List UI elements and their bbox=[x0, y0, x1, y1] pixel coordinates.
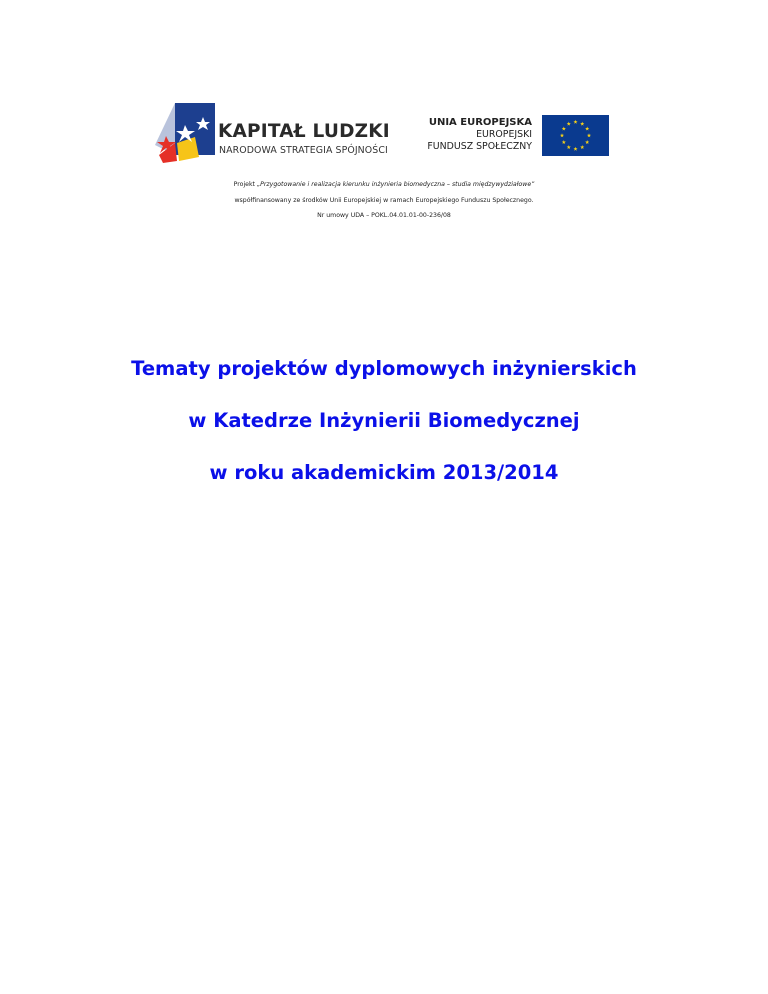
title-line-2: w Katedrze Inżynierii Biomedycznej bbox=[188, 409, 580, 432]
project-line-2: współfinansowany ze środków Unii Europejskiej w ramach Europejskiego Funduszu Społecznego. bbox=[234, 196, 534, 204]
project-info bbox=[0, 177, 768, 224]
eu-flag-icon bbox=[542, 115, 609, 156]
document-title bbox=[0, 343, 768, 499]
kapital-ludzki-logo-icon bbox=[155, 103, 225, 165]
eu-fund-label bbox=[427, 116, 532, 153]
project-line-1-prefix: Projekt bbox=[233, 181, 257, 188]
project-line-1 bbox=[0, 177, 768, 193]
eu-line-2: EUROPEJSKI bbox=[476, 129, 532, 140]
eu-line-1: UNIA EUROPEJSKA bbox=[428, 117, 532, 128]
project-line-3: Nr umowy UDA – POKL.04.01.01-00-236/08 bbox=[317, 212, 451, 219]
kapital-ludzki-subtitle: NARODOWA STRATEGIA SPÓJNOŚCI bbox=[219, 145, 388, 156]
project-line-1-title: „Przygotowanie i realizacja kierunku inżynieria biomedyczna – studia międzywydziałowe” bbox=[256, 181, 535, 188]
title-line-1: Tematy projektów dyplomowych inżynierskich bbox=[131, 357, 637, 380]
kapital-ludzki-title: KAPITAŁ LUDZKI bbox=[218, 121, 390, 142]
title-line-3: w roku akademickim 2013/2014 bbox=[209, 461, 559, 484]
eu-line-3: FUNDUSZ SPOŁECZNY bbox=[427, 141, 532, 152]
